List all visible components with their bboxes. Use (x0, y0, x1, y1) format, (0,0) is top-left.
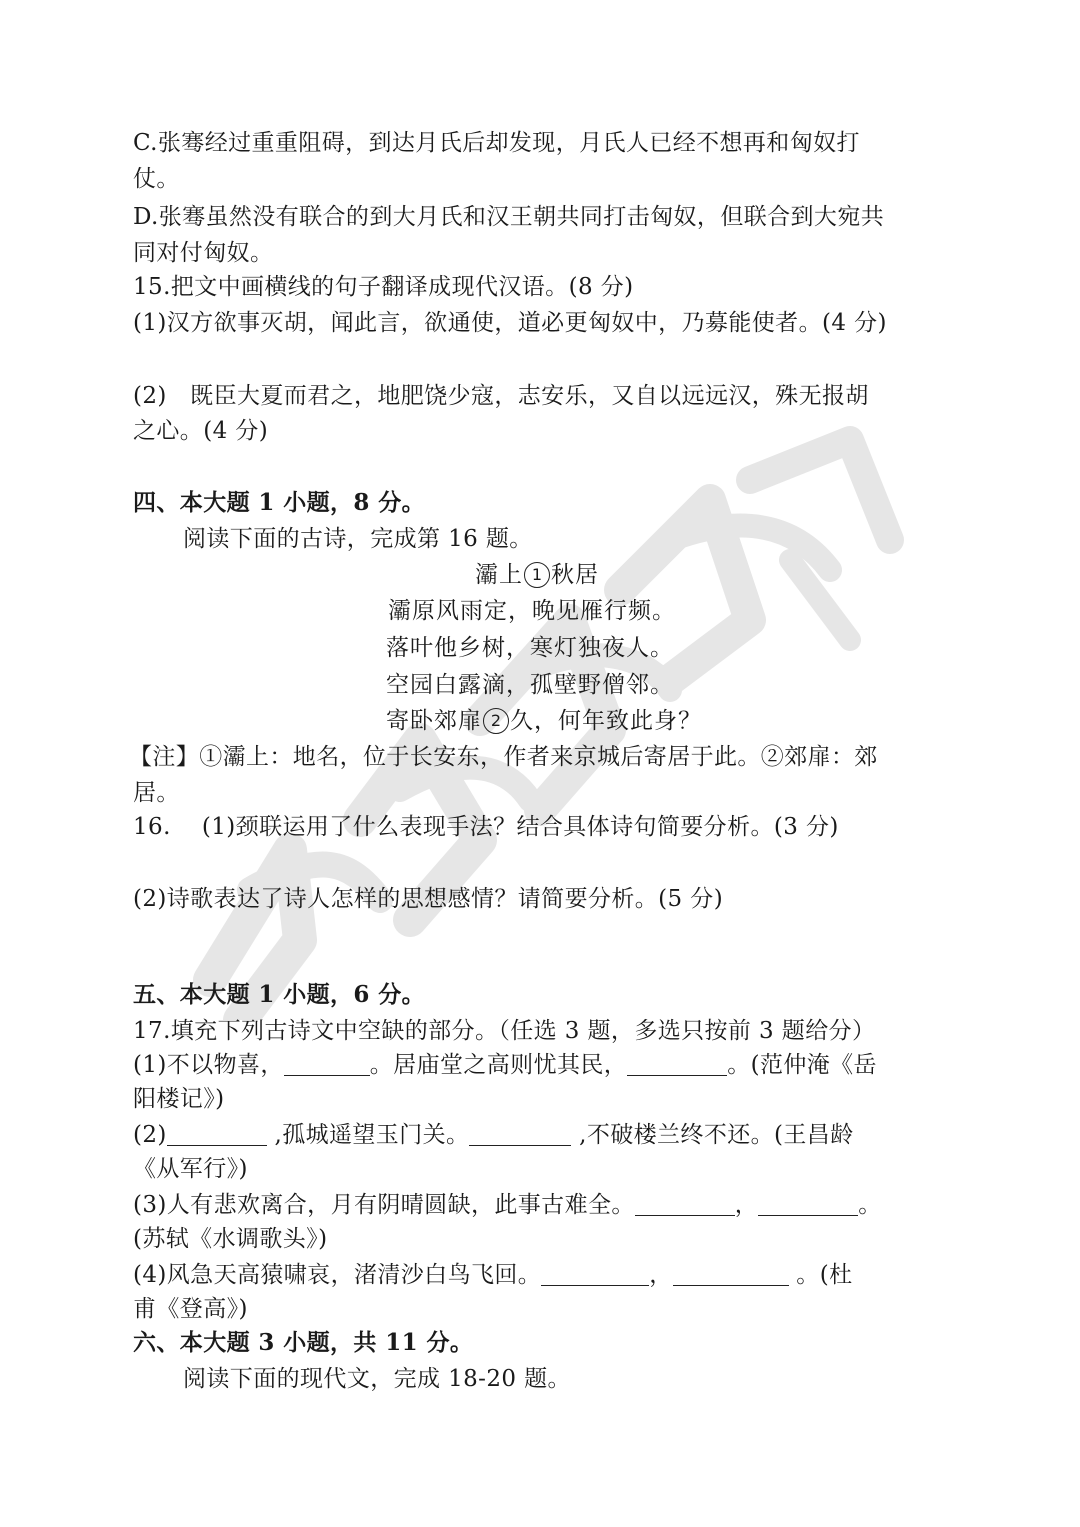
section-6-intro: 阅读下面的现代文，完成 18-20 题。 (183, 1366, 571, 1392)
section-5-heading: 五、本大题 1 小题，6 分。 (133, 981, 426, 1008)
q15-sentence-2-line-2: 之心。(4 分) (133, 418, 269, 444)
q17-item-1-text-a: (1)不以物喜， (133, 1052, 284, 1078)
q17-item-2-text-a: (2) (133, 1122, 167, 1148)
poem-title (475, 560, 599, 590)
fill-blank[interactable] (758, 1193, 858, 1216)
fill-blank[interactable] (627, 1053, 727, 1076)
q17-item-1-text-c: 。(范仲淹《岳 (727, 1052, 877, 1078)
poem-note-line-2: 居。 (133, 780, 180, 806)
q15-sentence-1: (1)汉方欲事灭胡，闻此言，欲通使，道必更匈奴中，乃募能使者。(4 分) (133, 310, 887, 336)
q17-item-3-line-2: (苏轼《水调歌头》) (133, 1226, 328, 1252)
option-c-line-2: 仗。 (133, 166, 180, 192)
footnote-marker-1: 1 (524, 562, 550, 588)
q17-item-2-line-2: 《从军行》) (133, 1156, 248, 1182)
q17-item-4-text-a: (4)风急天高猿啸哀，渚清沙白鸟飞回。 (133, 1262, 542, 1288)
q16-part-2: (2)诗歌表达了诗人怎样的思想感情？请简要分析。(5 分) (133, 886, 724, 912)
q17-item-2-line-1 (133, 1120, 854, 1150)
poem-note-line-1: 【注】①灞上：地名，位于长安东，作者来京城后寄居于此。②郊扉：郊 (129, 744, 878, 770)
q17-item-3-line-1 (133, 1190, 882, 1220)
q17-item-1-text-b: 。居庙堂之高则忧其民， (369, 1052, 628, 1078)
q17-item-3-text-c: 。 (858, 1192, 882, 1218)
q17-stem: 17.填充下列古诗文中空缺的部分。（任选 3 题，多选只按前 3 题给分） (133, 1018, 876, 1044)
section-4-intro: 阅读下面的古诗，完成第 16 题。 (183, 526, 533, 552)
q17-item-4-text-b: ， (649, 1262, 673, 1288)
q17-item-1-line-2: 阳楼记》) (133, 1086, 225, 1112)
poem-title-part-1: 灞上 (475, 562, 523, 588)
q15-sentence-2-line-1: (2) 既臣大夏而君之，地肥饶少寇，志安乐，又自以远远汉，殊无报胡 (133, 383, 869, 409)
q17-item-3-text-a: (3)人有悲欢离合，月有阴晴圆缺，此事古难全。 (133, 1192, 635, 1218)
q17-item-4-line-2: 甫《登高》) (133, 1296, 248, 1322)
option-d-line-2: 同对付匈奴。 (133, 240, 274, 266)
option-d-line-1: D.张骞虽然没有联合的到大月氏和汉王朝共同打击匈奴，但联合到大宛共 (133, 204, 885, 230)
q17-item-4-line-1 (133, 1260, 852, 1290)
section-6-heading: 六、本大题 3 小题，共 11 分。 (133, 1329, 474, 1356)
poem-line-2: 落叶他乡树，寒灯独夜人。 (386, 635, 674, 661)
fill-blank[interactable] (284, 1053, 370, 1076)
q15-stem: 15.把文中画横线的句子翻译成现代汉语。(8 分) (133, 274, 634, 300)
footnote-marker-2: 2 (483, 708, 509, 734)
poem-line-4-part-2: 久，何年致此身？ (510, 708, 702, 734)
poem-line-1: 灞原风雨定，晚见雁行频。 (388, 598, 676, 624)
q17-item-4-text-c: 。(杜 (788, 1262, 853, 1288)
poem-line-4 (386, 706, 702, 736)
poem-line-4-part-1: 寄卧郊扉 (386, 708, 482, 734)
fill-blank[interactable] (635, 1193, 735, 1216)
q17-item-2-text-b: ,孤城遥望玉门关。 (266, 1122, 470, 1148)
fill-blank[interactable] (673, 1263, 789, 1286)
fill-blank[interactable] (167, 1123, 267, 1146)
poem-title-part-2: 秋居 (551, 562, 599, 588)
q16-part-1: 16. (1)颈联运用了什么表现手法？结合具体诗句简要分析。(3 分) (133, 814, 839, 840)
poem-line-3: 空园白露滴，孤壁野僧邻。 (386, 672, 674, 698)
option-c-line-1: C.张骞经过重重阻碍，到达月氏后却发现，月氏人已经不想再和匈奴打 (133, 130, 860, 156)
fill-blank[interactable] (469, 1123, 571, 1146)
q17-item-2-text-c: ,不破楼兰终不还。(王昌龄 (571, 1122, 854, 1148)
q17-item-1-line-1 (133, 1050, 877, 1080)
section-4-heading: 四、本大题 1 小题，8 分。 (133, 489, 426, 516)
fill-blank[interactable] (541, 1263, 649, 1286)
q17-item-3-text-b: ， (734, 1192, 759, 1218)
